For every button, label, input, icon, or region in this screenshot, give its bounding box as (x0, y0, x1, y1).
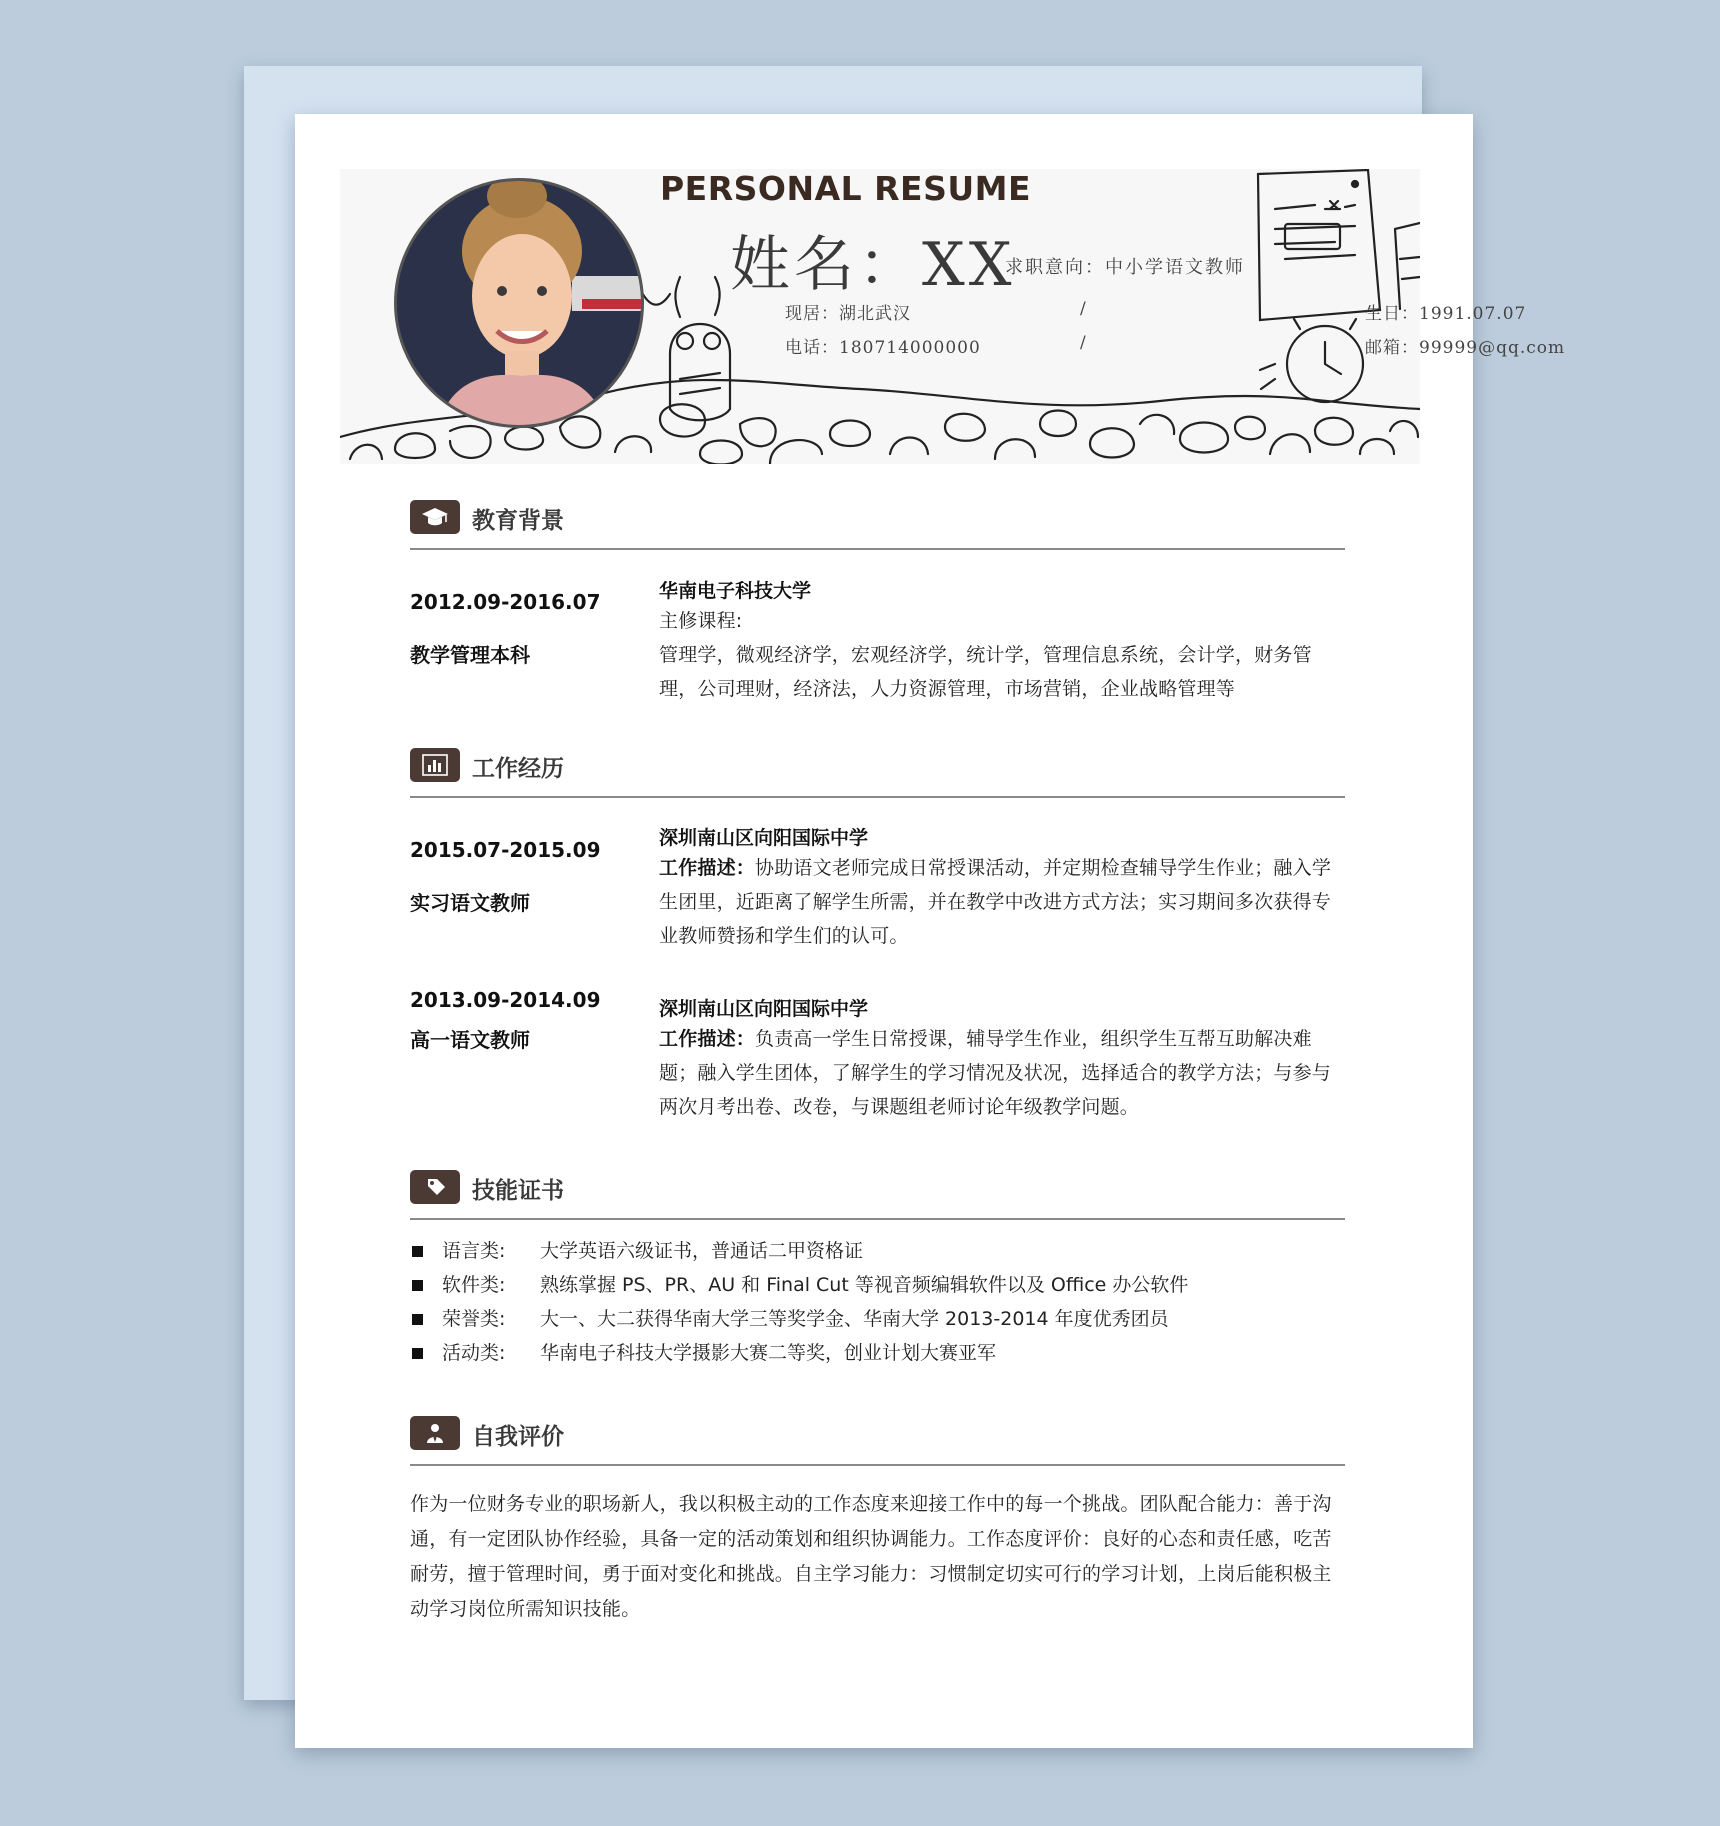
skill-category: 荣誉类: (442, 1308, 506, 1330)
job-intent-value: 中小学语文教师 (1105, 257, 1245, 278)
work-desc-text: 负责高一学生日常授课，辅导学生作业，组织学生互帮互助解决难题；融入学生团体，了解学生的学习情况及状况，选择适合的教学方法；与参与两次月考出卷、改卷，与课题组老师讨论年级教学问题。 (659, 1028, 1332, 1118)
candidate-name: 姓名：XX (730, 230, 1016, 300)
bullet-icon (412, 1246, 423, 1257)
work-title: 工作经历 (472, 756, 564, 782)
evaluation-title: 自我评价 (472, 1424, 564, 1450)
avatar-photo (394, 178, 644, 428)
skill-category: 软件类: (442, 1274, 506, 1296)
skill-value: 大学英语六级证书，普通话二甲资格证 (540, 1240, 864, 1262)
job-intent (1005, 253, 1245, 279)
list-item (410, 1234, 1345, 1268)
skills-list (410, 1234, 1345, 1370)
work-desc-text: 协助语文老师完成日常授课活动，并定期检查辅导学生作业；融入学生团里，近距离了解学生所需，并在教学中改进方式方法；实习期间多次获得专业教师赞扬和学生们的认可。 (659, 857, 1332, 947)
evaluation-section-header (410, 1416, 1345, 1466)
resume-header (340, 169, 1566, 464)
work-section-header (410, 748, 1345, 798)
work-role: 实习语文教师 (410, 891, 530, 915)
separator: / (1080, 299, 1087, 319)
work-role: 高一语文教师 (410, 1028, 530, 1052)
bar-chart-icon (410, 748, 460, 782)
work-org: 深圳南山区向阳国际中学 (659, 998, 869, 1020)
separator: / (1080, 333, 1087, 353)
job-intent-label: 求职意向： (1005, 257, 1105, 278)
residence-text: 现居：湖北武汉 (785, 304, 911, 324)
education-section-header (410, 500, 1345, 550)
work-desc-label: 工作描述： (659, 857, 756, 879)
bullet-icon (412, 1314, 423, 1325)
work-date: 2013.09-2014.09 (410, 988, 601, 1012)
work-description (659, 851, 1349, 953)
tag-icon (410, 1170, 460, 1204)
education-course-label: 主修课程: (659, 610, 743, 632)
skill-value: 大一、大二获得华南大学三等奖学金、华南大学 2013-2014 年度优秀团员 (540, 1308, 1169, 1330)
education-date: 2012.09-2016.07 (410, 590, 601, 614)
resume-page (295, 114, 1566, 1748)
work-org: 深圳南山区向阳国际中学 (659, 827, 869, 849)
skills-section-header (410, 1170, 1345, 1220)
evaluation-text: 作为一位财务专业的职场新人，我以积极主动的工作态度来迎接工作中的每一个挑战。团队配合能力：善于沟通，有一定团队协作经验，具备一定的活动策划和组织协调能力。工作态度评价：良好的心态和责任感，吃苦耐劳，擅于管理时间，勇于面对变化和挑战。自主学习能力：习惯制定切实可行的学习计划，上岗后能积极主动学习岗位所需知识技能。 (410, 1493, 1332, 1620)
work-date: 2015.07-2015.09 (410, 838, 601, 862)
person-icon (410, 1416, 460, 1450)
graduation-cap-icon (410, 500, 460, 534)
list-item (410, 1268, 1345, 1302)
list-item (410, 1302, 1345, 1336)
skill-category: 活动类: (442, 1342, 506, 1364)
education-degree: 教学管理本科 (410, 643, 530, 667)
education-school: 华南电子科技大学 (659, 580, 812, 602)
birthday-text: 生日：1991.07.07 (1365, 304, 1527, 324)
email-text: 邮箱：99999@qq.com (1365, 338, 1566, 358)
phone-text: 电话：180714000000 (785, 338, 981, 358)
bullet-icon (412, 1280, 423, 1291)
resume-title: PERSONAL RESUME (660, 169, 1032, 208)
skill-category: 语言类: (442, 1240, 506, 1262)
skill-value: 华南电子科技大学摄影大赛二等奖，创业计划大赛亚军 (540, 1342, 997, 1364)
education-title: 教育背景 (472, 508, 564, 534)
skill-value: 熟练掌握 PS、PR、AU 和 Final Cut 等视音频编辑软件以及 Office 办公软件 (540, 1274, 1189, 1296)
work-description (659, 1022, 1349, 1124)
skills-title: 技能证书 (472, 1178, 564, 1204)
bullet-icon (412, 1348, 423, 1359)
list-item (410, 1336, 1345, 1370)
education-courses: 管理学，微观经济学，宏观经济学，统计学，管理信息系统，会计学，财务管理，公司理财，经济法，人力资源管理，市场营销，企业战略管理等 (659, 644, 1312, 700)
work-desc-label: 工作描述： (659, 1028, 756, 1050)
